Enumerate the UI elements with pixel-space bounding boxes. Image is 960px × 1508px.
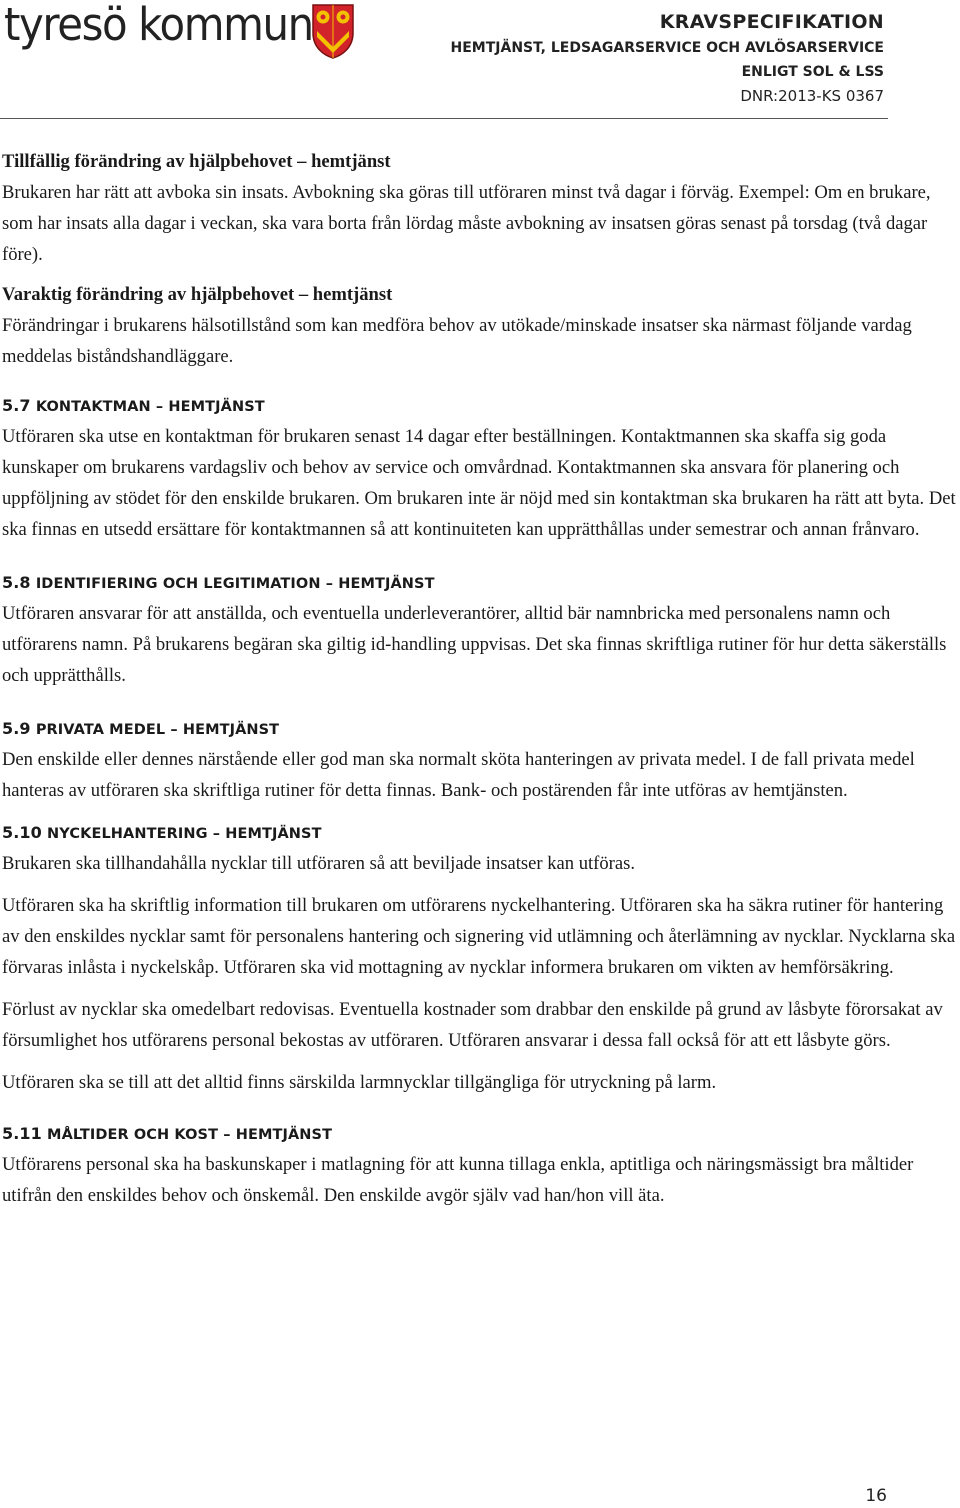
paragraph-contact-person: Utföraren ska utse en kontaktman för brukaren senast 14 dagar efter beställningen. Kontaktmannen ska skaffa sig goda kunskaper om brukarens vardagsliv och behov av service och omvårdnad. Kontaktmannen ska ansvara för planering och uppföljning av stödet för den enskilde brukaren. Om brukaren inte är nöjd med sin kontaktman ska brukaren ha rätt att byta. Det ska finnas en utsedd ersättare för kontaktmannen så att kontinuiteten kan upprätthållas under semestrar och annan frånvaro. (2, 426, 956, 540)
paragraph-permanent-change: Förändringar i brukarens hälsotillstånd som kan medföra behov av utökade/minskade insatser ska närmast följande vardag meddelas biståndshandläggare. (2, 315, 912, 367)
paragraph-identification: Utföraren ansvarar för att anställda, och eventuella underleverantörer, alltid bär namnbricka med personalens namn och utförarens namn. På brukarens begäran ska giltig id-handling uppvisas. Det ska finnas skriftliga rutiner för hur detta säkerställs och upprätthålls. (2, 603, 947, 686)
section-number: 5.7 (2, 396, 31, 415)
section-title: PRIVATA MEDEL – HEMTJÄNST (35, 722, 280, 738)
section-heading-5-7 (2, 392, 958, 421)
paragraph-keys-routines: Utföraren ska ha skriftlig information till brukaren om utförarens nyckelhantering. Utföraren ska ha säkra rutiner för hantering av den enskildes nycklar samt för personalens hantering och signering vid utlämning och återlämning av nycklar. Nycklarna ska förvaras inlåsta i nyckelskåp. Utföraren ska vid mottagning av nycklar informera brukaren om vikten av hemförsäkring. (2, 895, 956, 978)
heading-permanent-change: Varaktig förändring av hjälpbehovet – hemtjänst (2, 284, 393, 305)
document-subtitle-law: ENLIGT SOL & LSS (741, 64, 884, 80)
section-heading-5-9 (2, 715, 958, 744)
heading-temporary-change: Tillfällig förändring av hjälpbehovet – hemtjänst (2, 151, 391, 172)
section-number: 5.9 (2, 719, 31, 738)
section-number: 5.8 (2, 573, 31, 592)
document-subtitle: HEMTJÄNST, LEDSAGARSERVICE OCH AVLÖSARSERVICE (450, 40, 884, 56)
section-title: NYCKELHANTERING – HEMTJÄNST (47, 826, 322, 842)
document-body (2, 146, 958, 1211)
document-reference-number: DNR:2013-KS 0367 (740, 87, 884, 105)
section-heading-5-8 (2, 569, 958, 598)
section-number: 5.10 (2, 823, 42, 842)
section-heading-5-11 (2, 1120, 958, 1149)
section-title: KONTAKTMAN – HEMTJÄNST (35, 399, 265, 415)
page-header (0, 0, 960, 120)
paragraph-alarm-keys: Utföraren ska se till att det alltid finns särskilda larmnycklar tillgängliga för utryckning på larm. (2, 1072, 717, 1093)
paragraph-keys-loss: Förlust av nycklar ska omedelbart redovisas. Eventuella kostnader som drabbar den enskilde på grund av låsbyte förorsakat av försumlighet hos utförarens personal bekostas av utföraren. Utföraren ansvarar i dessa fall också för att ett låsbyte görs. (2, 999, 943, 1051)
document-header-titles (451, 8, 884, 108)
paragraph-temporary-change: Brukaren har rätt att avboka sin insats. Avbokning ska göras till utföraren minst två dagar i förväg. Exempel: Om en brukare, som har insats alla dagar i veckan, ska vara borta från lördag måste avbokning av insatsen göras senast på torsdag (två dagar före). (2, 182, 931, 265)
paragraph-keys-provide: Brukaren ska tillhandahålla nycklar till utföraren så att beviljade insatser kan utföras. (2, 853, 635, 874)
municipality-logo-text: tyresö kommun (4, 0, 313, 51)
header-divider (0, 118, 888, 119)
document-title: KRAVSPECIFIKATION (659, 11, 884, 33)
section-heading-5-10 (2, 819, 958, 848)
page-number: 16 (865, 1486, 887, 1506)
paragraph-meals: Utförarens personal ska ha baskunskaper i matlagning för att kunna tillaga enkla, aptitliga och näringsmässigt bra måltider utifrån den enskildes behov och önskemål. Den enskilde avgör själv vad han/hon vill äta. (2, 1154, 914, 1206)
section-number: 5.11 (2, 1124, 42, 1143)
coat-of-arms-icon (311, 3, 355, 59)
paragraph-private-funds: Den enskilde eller dennes närstående eller god man ska normalt sköta hanteringen av privata medel. I de fall privata medel hanteras av utföraren ska skriftliga rutiner för detta finnas. Bank- och postärenden får inte utföras av hemtjänsten. (2, 749, 915, 801)
section-title: IDENTIFIERING OCH LEGITIMATION – HEMTJÄNST (35, 576, 435, 592)
section-title: MÅLTIDER OCH KOST – HEMTJÄNST (47, 1127, 333, 1143)
